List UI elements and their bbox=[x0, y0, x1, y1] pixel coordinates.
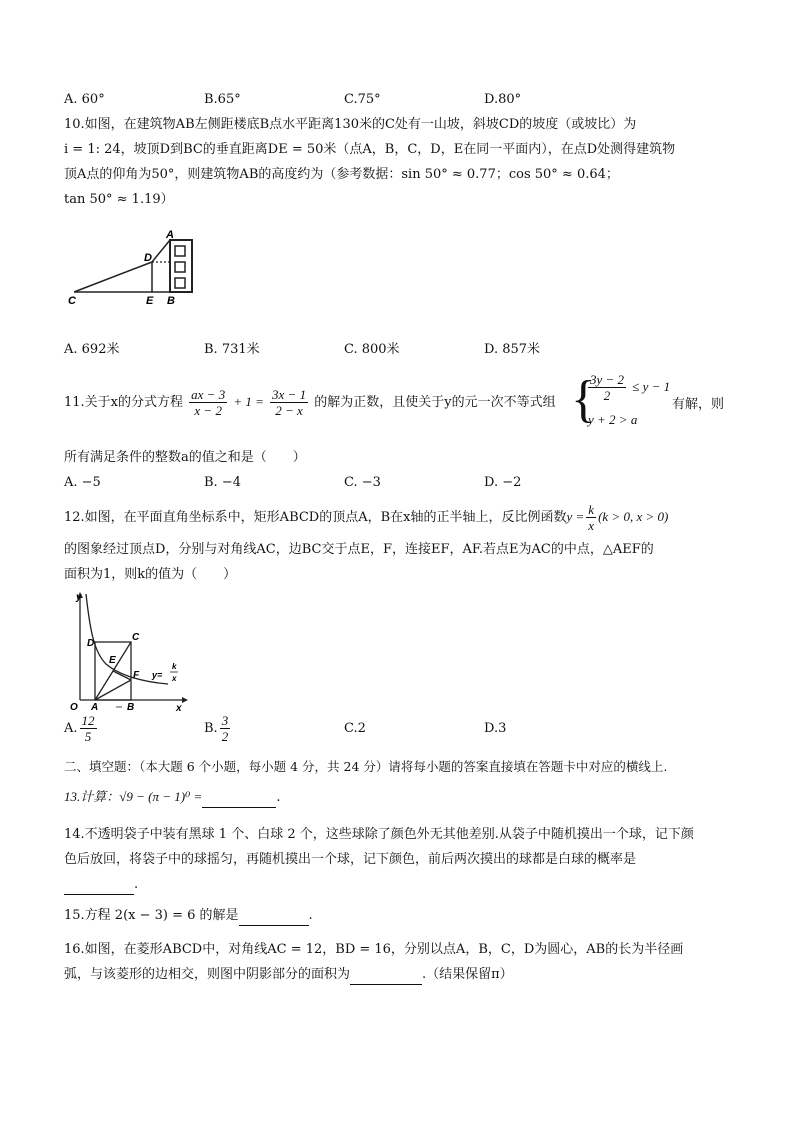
q11-suffix: 有解，则 bbox=[672, 397, 725, 412]
q12-label-x: x bbox=[176, 703, 182, 712]
q12-option-b-prefix: B. bbox=[204, 721, 218, 736]
q13-answer-blank bbox=[202, 789, 276, 808]
q12-option-b-den: 2 bbox=[221, 729, 229, 744]
q13-text: 13.计算：√9 − (π − 1)⁰ = bbox=[64, 789, 203, 804]
q11-ineq1-rhs: ≤ y − 1 bbox=[632, 379, 671, 394]
q13-end: . bbox=[276, 790, 281, 805]
q14-answer-blank bbox=[64, 876, 134, 895]
q10-label-a: A bbox=[166, 229, 174, 241]
q12-label-y: y bbox=[76, 592, 82, 603]
q9-option-a: A. 60° bbox=[64, 92, 105, 107]
q12-option-a-den: 5 bbox=[84, 729, 92, 744]
q12-label-e: E bbox=[109, 655, 116, 666]
q11-option-b: B. −4 bbox=[204, 475, 241, 490]
q11-middle: 的解为正数，且使关于y的元一次不等式组 bbox=[314, 395, 556, 410]
q12-label-c: C bbox=[132, 632, 140, 643]
q12-prefix: 12.如图，在平面直角坐标系中，矩形ABCD的顶点A，B在x轴的正半轴上，反比例函数 bbox=[64, 510, 567, 525]
q16-line-2 bbox=[64, 966, 513, 985]
q10-line-4: tan 50° ≈ 1.19） bbox=[64, 192, 174, 207]
q12-line-2: 的图象经过顶点D，分别与对角线AC，边BC交于点E，F，连接EF，AF.若点E为AC的中点，△AEF的 bbox=[64, 542, 654, 557]
q11-fraction-1 bbox=[189, 387, 227, 418]
q11-ineq1-frac bbox=[588, 372, 626, 403]
q12-curve-label: y= bbox=[152, 670, 163, 680]
q11-line-1 bbox=[64, 384, 556, 421]
q12-option-a-num: 12 bbox=[81, 713, 95, 728]
q11-ineq1-den: 2 bbox=[603, 388, 611, 403]
q12-k-num: k bbox=[588, 502, 595, 517]
q12-curve-x: x bbox=[172, 674, 177, 683]
q12-line-3: 面积为1，则k的值为（ ） bbox=[64, 567, 237, 582]
q12-option-b-frac bbox=[220, 713, 231, 744]
q11-option-a: A. −5 bbox=[64, 475, 101, 490]
q12-figure bbox=[64, 590, 188, 712]
q9-option-b: B.65° bbox=[204, 92, 241, 107]
q10-line-1: 10.如图，在建筑物AB左侧距楼底B点水平距离130米的C处有一山坡，斜坡CD的坡度（或坡比）为 bbox=[64, 117, 637, 132]
q10-option-b: B. 731米 bbox=[204, 342, 260, 357]
q12-label-o: O bbox=[70, 702, 78, 712]
q11-option-c: C. −3 bbox=[344, 475, 381, 490]
q10-option-c: C. 800米 bbox=[344, 342, 400, 357]
q12-option-b-num: 3 bbox=[221, 713, 229, 728]
q11-plus-one: + 1 = bbox=[233, 394, 264, 409]
q10-label-d: D bbox=[144, 252, 152, 264]
q11-inequality-1 bbox=[586, 372, 670, 403]
q12-line-1 bbox=[64, 499, 668, 536]
q16-answer-blank bbox=[350, 966, 422, 985]
q16-line-1: 16.如图，在菱形ABCD中，对角线AC = 12，BD = 16，分别以点A，B，C，D为圆心，AB的长为半径画 bbox=[64, 942, 684, 957]
q10-option-d: D. 857米 bbox=[484, 342, 541, 357]
q11-f2-num: 3x − 1 bbox=[272, 387, 307, 402]
q11-f1-den: x − 2 bbox=[194, 403, 222, 418]
q12-y-eq: y = bbox=[566, 509, 585, 524]
q12-option-a-prefix: A. bbox=[64, 721, 78, 736]
q11-brace: { bbox=[571, 371, 596, 428]
q11-fraction-2 bbox=[270, 387, 308, 418]
q10-line-2: i = 1: 24，坡顶D到BC的垂直距离DE = 50米（点A，B，C，D，E在同一平面内），在点D处测得建筑物 bbox=[64, 142, 676, 157]
q11-f1-num: ax − 3 bbox=[191, 387, 226, 402]
q16-line-2-text: 弧，与该菱形的边相交，则图中阴影部分的面积为 bbox=[64, 967, 351, 982]
q12-label-a: A bbox=[91, 702, 99, 712]
q12-curve-k: k bbox=[172, 662, 177, 671]
q16-end: .（结果保留π） bbox=[422, 967, 513, 982]
q12-k-frac bbox=[586, 502, 596, 533]
q15-text: 15.方程 2(x − 3) = 6 的解是 bbox=[64, 908, 239, 923]
q15-answer-blank bbox=[239, 907, 309, 926]
q12-option-b bbox=[204, 711, 232, 747]
q12-label-d: D bbox=[87, 638, 95, 649]
q12-option-d: D.3 bbox=[484, 721, 507, 736]
q11-prefix: 11.关于x的分式方程 bbox=[64, 395, 184, 410]
q12-k-den: x bbox=[588, 518, 595, 533]
q12-option-c: C.2 bbox=[344, 721, 366, 736]
q14-line-3 bbox=[64, 876, 138, 895]
q10-line-3: 顶A点的仰角为50°，则建筑物AB的高度约为（参考数据：sin 50° ≈ 0.77；cos 50° ≈ 0.64； bbox=[64, 167, 619, 182]
q14-line-2: 色后放回，将袋子中的球摇匀，再随机摸出一个球，记下颜色，前后两次摸出的球都是白球的概率是 bbox=[64, 852, 637, 867]
q14-line-1: 14.不透明袋子中装有黑球 1 个、白球 2 个，这些球除了颜色外无其他差别.从袋子中随机摸出一个球，记下颜 bbox=[64, 827, 694, 842]
q11-line-2: 所有满足条件的整数a的值之和是（ ） bbox=[64, 450, 306, 465]
q10-label-b: B bbox=[167, 295, 175, 307]
q9-option-c: C.75° bbox=[344, 92, 381, 107]
q11-option-d: D. −2 bbox=[484, 475, 522, 490]
q11-f2-den: 2 − x bbox=[275, 403, 303, 418]
q12-cond: (k > 0, x > 0) bbox=[598, 509, 669, 524]
q10-label-c: C bbox=[68, 295, 76, 307]
q12-option-a-frac bbox=[80, 713, 97, 744]
q11-ineq1-num: 3y − 2 bbox=[590, 372, 625, 387]
q10-option-a: A. 692米 bbox=[64, 342, 120, 357]
q14-end: . bbox=[134, 877, 139, 892]
q9-option-d: D.80° bbox=[484, 92, 522, 107]
q12-option-a bbox=[64, 711, 99, 747]
q11-inequality-2: y + 2 > a bbox=[588, 412, 638, 427]
q13 bbox=[64, 788, 280, 808]
q12-label-b: B bbox=[127, 702, 135, 712]
q15 bbox=[64, 907, 313, 926]
q10-figure bbox=[64, 224, 200, 316]
q12-label-f: F bbox=[133, 670, 140, 681]
section-2-heading: 二、填空题：（本大题 6 个小题，每小题 4 分，共 24 分）请将每小题的答案直接填在答题卡中对应的横线上. bbox=[64, 759, 668, 774]
q15-end: . bbox=[308, 908, 313, 923]
q10-label-e: E bbox=[146, 295, 154, 307]
